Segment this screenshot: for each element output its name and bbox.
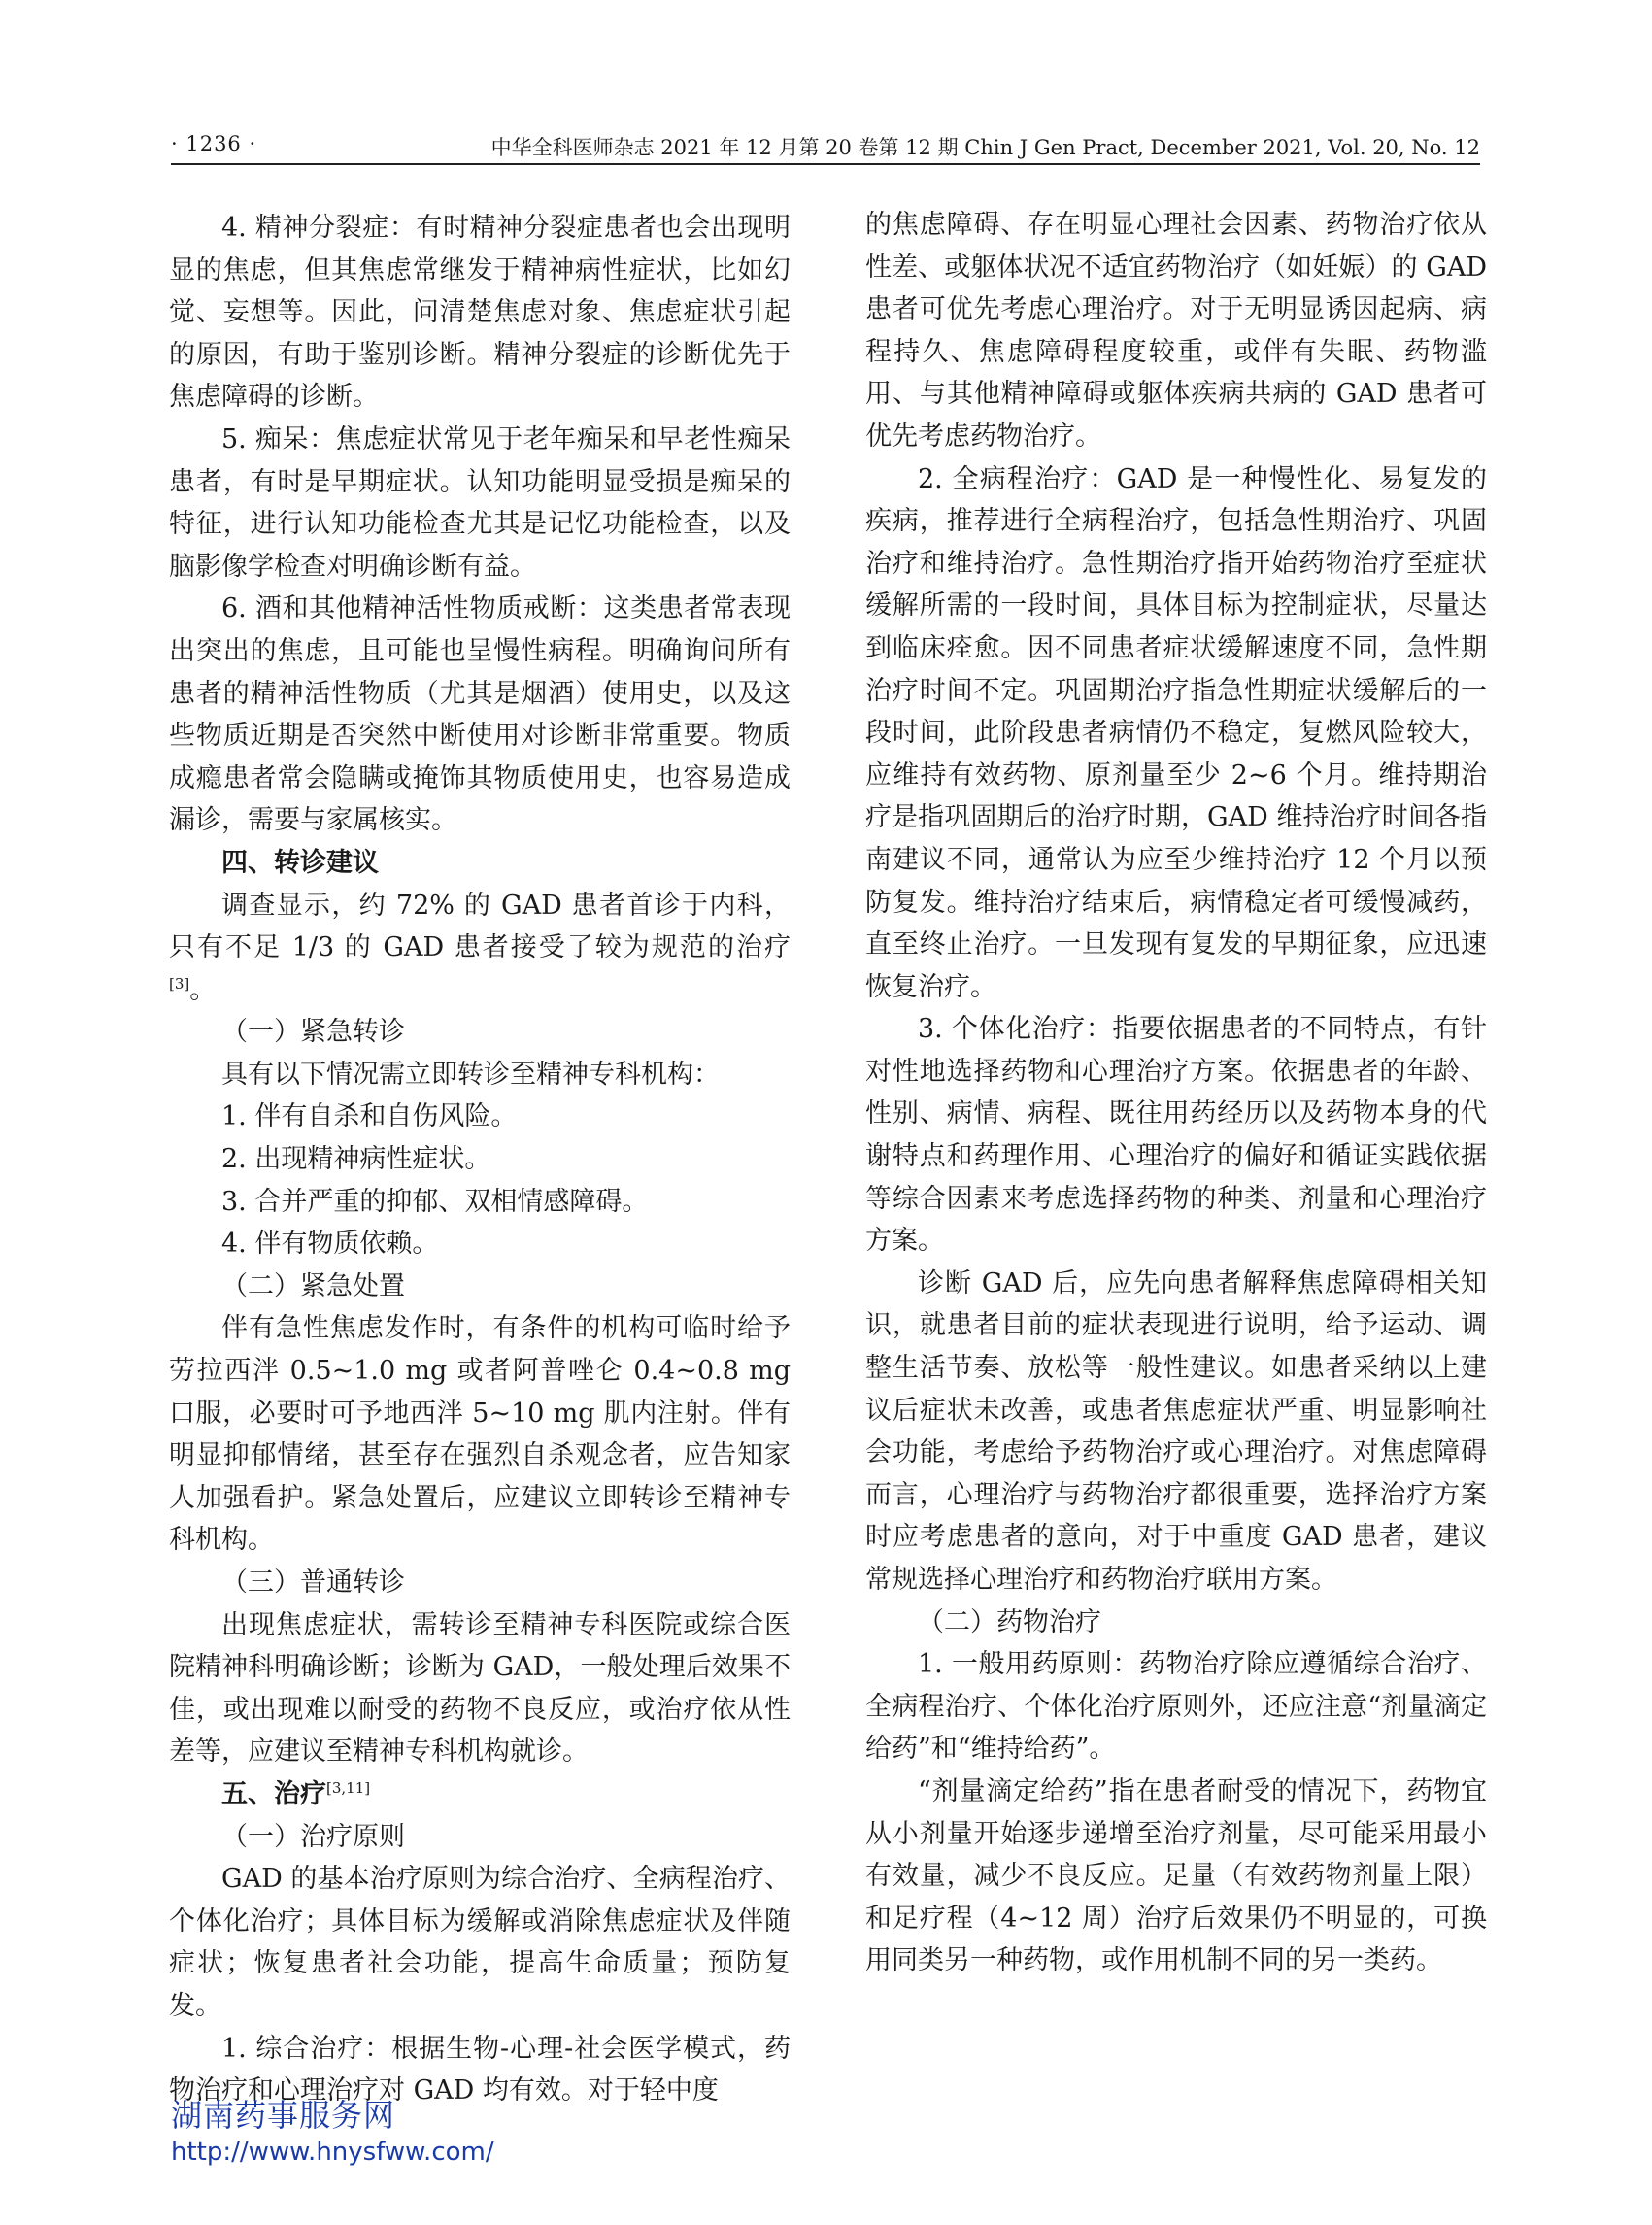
journal-citation: 中华全科医师杂志 2021 年 12 月第 20 卷第 12 期 Chin J Gen Pract, December 2021, Vol. 20, No. 12: [490, 136, 1480, 159]
paragraph-text: 出现焦虑症状，需转诊至精神专科医院或综合医院精神科明确诊断；诊断为 GAD，一般处理后效果不佳，或出现难以耐受的药物不良反应，或治疗依从性差等，应建议至精神专科机构就诊。: [169, 1609, 791, 1768]
paragraph: [865, 1601, 1487, 1644]
paragraph-text: 6. 酒和其他精神活性物质戒断：这类患者常表现出突出的焦虑，且可能也呈慢性病程。明确询问所有患者的精神活性物质（尤其是烟酒）使用史，以及这些物质近期是否突然中断使用对诊断非常重要。物质成瘾患者常会隐瞒或掩饰其物质使用史，也容易造成漏诊，需要与家属核实。: [169, 593, 791, 836]
paragraph: [865, 1770, 1487, 1982]
paragraph: [169, 1562, 791, 1604]
watermark-name: 湖南药事服务网: [171, 2097, 396, 2134]
right-column: [865, 204, 1487, 1982]
paragraph-text: 4. 精神分裂症：有时精神分裂症患者也会出现明显的焦虑，但其焦虑常继发于精神病性症状，比如幻觉、妄想等。因此，问清楚焦虑对象、焦虑症状引起的原因，有助于鉴别诊断。精神分裂症的诊断优先于焦虑障碍的诊断。: [169, 213, 791, 413]
paragraph: [169, 588, 791, 842]
watermark: [171, 2096, 494, 2170]
paragraph-text: 4. 伴有物质依赖。: [221, 1229, 439, 1260]
paragraph-text: （二）紧急处置: [221, 1270, 405, 1301]
paragraph-text: 1. 综合治疗：根据生物-心理-社会医学模式，药物治疗和心理治疗对 GAD 均有效。对于轻中度: [169, 2033, 791, 2107]
section-heading: [169, 1773, 791, 1816]
paragraph: [169, 1011, 791, 1054]
paragraph: [169, 1054, 791, 1096]
paragraph: [865, 1008, 1487, 1263]
left-column: [169, 207, 791, 2112]
paragraph-text: （一）治疗原则: [221, 1821, 405, 1852]
paragraph-text: 1. 伴有自杀和自伤风险。: [221, 1101, 518, 1132]
paragraph: [169, 1816, 791, 1859]
paragraph-text: 伴有急性焦虑发作时，有条件的机构可临时给予劳拉西泮 0.5~1.0 mg 或者阿普唑仑 0.4~0.8 mg 口服，必要时可予地西泮 5~10 mg 肌内注射。伴有明显抑郁情绪，甚至存在强烈自杀观念者，应告知家人加强看护。紧急处置后，应建议立即转诊至精神专科机构。: [169, 1313, 791, 1556]
paragraph: [169, 885, 791, 1012]
paragraph-text: 诊断 GAD 后，应先向患者解释焦虑障碍相关知识，就患者目前的症状表现进行说明，给予运动、调整生活节奏、放松等一般性建议。如患者采纳以上建议后症状未改善，或患者焦虑症状严重、明显影响社会功能，考虑给予药物治疗或心理治疗。对焦虑障碍而言，心理治疗与药物治疗都很重要，选择治疗方案时应考虑患者的意向，对于中重度 GAD 患者，建议常规选择心理治疗和药物治疗联用方案。: [865, 1267, 1487, 1595]
citation-ref[interactable]: [3,11]: [326, 1778, 371, 1797]
paragraph-text: GAD 的基本治疗原则为综合治疗、全病程治疗、个体化治疗；具体目标为缓解或消除焦虑症状及伴随症状；恢复患者社会功能，提高生命质量；预防复发。: [169, 1864, 791, 2021]
running-header: [171, 124, 1480, 165]
paragraph: [169, 1307, 791, 1562]
paragraph: [865, 1263, 1487, 1601]
paragraph-text: 2. 出现精神病性症状。: [221, 1144, 491, 1175]
paragraph-text: 五、治疗: [221, 1778, 326, 1809]
paragraph-text: 调查显示，约 72% 的 GAD 患者首诊于内科，只有不足 1/3 的 GAD 患者接受了较为规范的治疗: [169, 890, 791, 963]
page-number: · 1236 ·: [171, 132, 257, 155]
paragraph: [169, 1181, 791, 1224]
paragraph: [169, 1096, 791, 1138]
paragraph-text: （二）药物治疗: [918, 1606, 1101, 1637]
paragraph-tail: 。: [189, 974, 217, 1005]
paragraph-text: 5. 痴呆：焦虑症状常见于老年痴呆和早老性痴呆患者，有时是早期症状。认知功能明显受损是痴呆的特征，进行认知功能检查尤其是记忆功能检查，以及脑影像学检查对明确诊断有益。: [169, 423, 791, 582]
paragraph-text: （三）普通转诊: [221, 1568, 405, 1598]
paragraph-text: “剂量滴定给药”指在患者耐受的情况下，药物宜从小剂量开始逐步递增至治疗剂量，尽可能采用最小有效量，减少不良反应。足量（有效药物剂量上限）和足疗程（4~12 周）治疗后效果仍不明显的，可换用同类另一种药物，或作用机制不同的另一类药。: [865, 1775, 1487, 1976]
paragraph-text: 1. 一般用药原则：药物治疗除应遵循综合治疗、全病程治疗、个体化治疗原则外，还应注意“剂量滴定给药”和“维持给药”。: [865, 1649, 1487, 1765]
paragraph: [865, 458, 1487, 1009]
paragraph: [169, 1858, 791, 2027]
paragraph-text: 具有以下情况需立即转诊至精神专科机构：: [221, 1059, 720, 1090]
paragraph: [169, 419, 791, 588]
paragraph: [169, 1138, 791, 1181]
watermark-url-link[interactable]: http://www.hnysfww.com/: [171, 2138, 494, 2167]
citation-ref[interactable]: [3]: [169, 974, 190, 993]
paragraph: [865, 1643, 1487, 1770]
paragraph: [169, 1604, 791, 1773]
paragraph-text: 的焦虑障碍、存在明显心理社会因素、药物治疗依从性差、或躯体状况不适宜药物治疗（如妊娠）的 GAD 患者可优先考虑心理治疗。对于无明显诱因起病、病程持久、焦虑障碍程度较重，或伴有失眠、药物滥用、与其他精神障碍或躯体疾病共病的 GAD 患者可优先考虑药物治疗。: [865, 210, 1487, 452]
section-heading: [169, 842, 791, 885]
paragraph-text: （一）紧急转诊: [221, 1017, 405, 1048]
paragraph-text: 四、转诊建议: [221, 847, 379, 878]
paragraph: [169, 207, 791, 419]
paragraph: [865, 204, 1487, 458]
paragraph-text: 2. 全病程治疗：GAD 是一种慢性化、易复发的疾病，推荐进行全病程治疗，包括急性期治疗、巩固治疗和维持治疗。急性期治疗指开始药物治疗至症状缓解所需的一段时间，具体目标为控制症状，尽量达到临床痊愈。因不同患者症状缓解速度不同，急性期治疗时间不定。巩固期治疗指急性期症状缓解后的一段时间，此阶段患者病情仍不稳定，复燃风险较大，应维持有效药物、原剂量至少 2~6 个月。维持期治疗是指巩固期后的治疗时期，GAD 维持治疗时间各指南建议不同，通常认为应至少维持治疗 12 个月以预防复发。维持治疗结束后，病情稳定者可缓慢减药，直至终止治疗。一旦发现有复发的早期征象，应迅速恢复治疗。: [865, 463, 1487, 1002]
paragraph: [169, 1223, 791, 1265]
paragraph: [169, 1265, 791, 1308]
paragraph-text: 3. 合并严重的抑郁、双相情感障碍。: [221, 1186, 649, 1217]
paragraph-text: 3. 个体化治疗：指要依据患者的不同特点，有针对性地选择药物和心理治疗方案。依据患者的年龄、性别、病情、病程、既往用药经历以及药物本身的代谢特点和药理作用、心理治疗的偏好和循证实践依据等综合因素来考虑选择药物的种类、剂量和心理治疗方案。: [865, 1014, 1487, 1257]
